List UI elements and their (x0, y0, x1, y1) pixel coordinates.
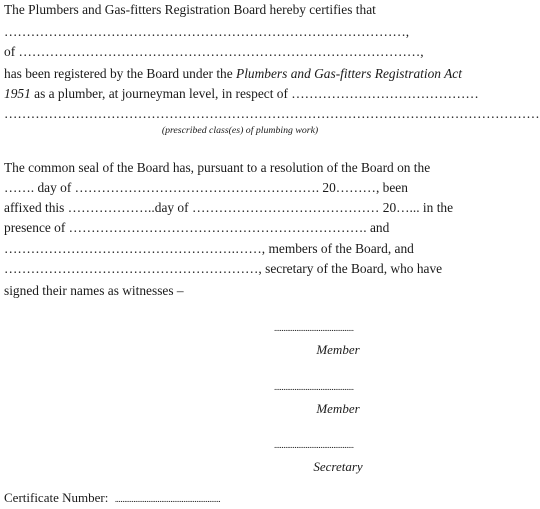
act-line-start: has been registered by the Board under the (4, 66, 237, 81)
prescribed-class-caption: (prescribed class(es) of plumbing work) (161, 125, 319, 136)
plumbing-class-blank-line: ………………………………………………………………………………………………………… (4, 106, 540, 121)
address-blank-line: of ………………………………………………………………………………, (4, 44, 424, 59)
act-year-line (4, 86, 479, 102)
certificate-number-label: Certificate Number: (4, 490, 109, 505)
certificate-number-row (4, 490, 220, 507)
seal-line-3: affixed this ………………..day of …………………………………… 20…... in the (4, 200, 454, 215)
seal-line-6: …………………………………………………, secretary of the Board, who have (4, 261, 443, 276)
member-1-label: Member (316, 342, 360, 357)
seal-line-2: ……. day of ………………………………………………. 20………, been (4, 180, 408, 195)
seal-line-7: signed their names as witnesses – (4, 283, 184, 298)
act-year: 1951 (4, 86, 31, 101)
intro-line: The Plumbers and Gas-fitters Registration Board hereby certifies that (4, 2, 376, 17)
member-2-label: Member (316, 401, 360, 416)
seal-line-5: …………………………………………….……, members of the Board, and (4, 241, 414, 256)
act-title: Plumbers and Gas-fitters Registration Act (236, 66, 462, 81)
act-line (4, 66, 462, 82)
secretary-label: Secretary (313, 459, 363, 474)
secretary-signature-line: ........................................... (274, 440, 354, 450)
name-blank-line: ………………………………………………………………………………, (4, 24, 410, 39)
certificate-number-blank: ......................................................... (114, 494, 221, 504)
journeyman-text: as a plumber, at journeyman level, in respect of …………………………………… (30, 86, 479, 101)
seal-line-4: presence of …………………………………………………………. and (4, 220, 390, 235)
seal-line-1: The common seal of the Board has, pursuant to a resolution of the Board on the (4, 160, 431, 175)
member-1-signature-line: ........................................... (274, 323, 354, 333)
member-2-signature-line: ........................................... (274, 382, 354, 392)
